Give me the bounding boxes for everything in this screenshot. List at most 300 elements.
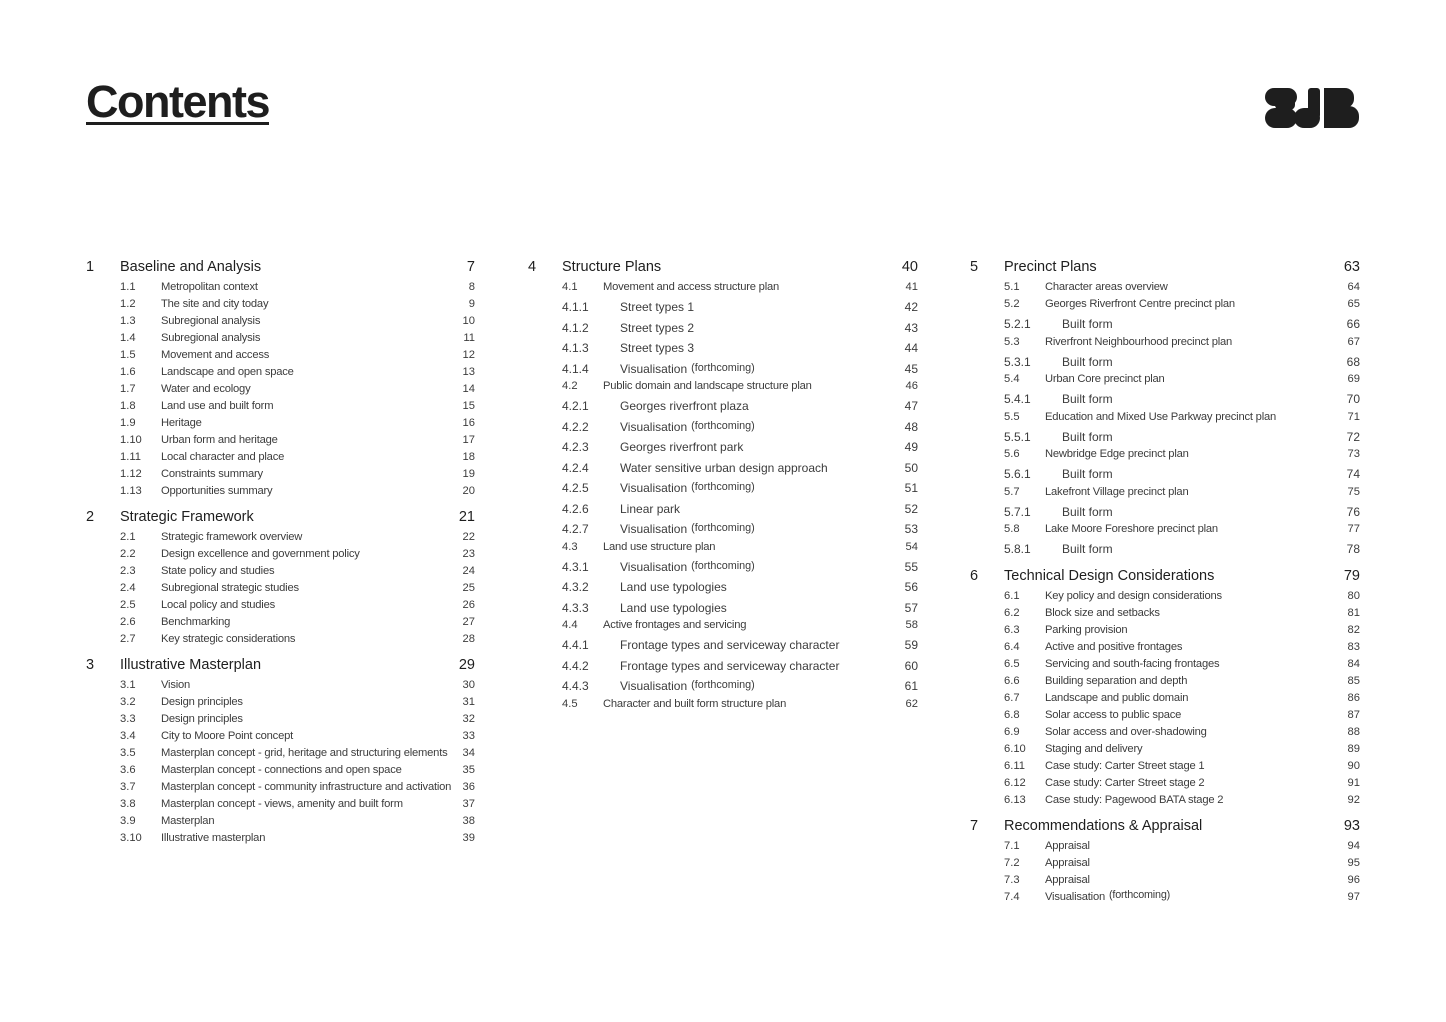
entry-page-number: 77: [1347, 523, 1360, 535]
entry-number: 1.1: [120, 281, 136, 293]
toc-entry[interactable]: [970, 874, 1360, 891]
entry-page-number: 32: [462, 713, 475, 725]
toc-entry[interactable]: [86, 315, 475, 332]
toc-entry[interactable]: [86, 332, 475, 349]
toc-subentry[interactable]: [528, 360, 918, 381]
entry-label: Staging and delivery: [1045, 742, 1143, 755]
toc-entry[interactable]: [86, 349, 475, 366]
entry-page-number: 90: [1347, 759, 1360, 772]
entry-label: Key strategic considerations: [161, 633, 296, 645]
toc-entry[interactable]: [86, 383, 475, 400]
entry-label: Building separation and depth: [1045, 674, 1188, 687]
entry-label: Built form: [1062, 542, 1113, 556]
entry-number: 4.2.1: [562, 399, 589, 413]
entry-label-wrap: [1045, 709, 1181, 721]
entry-number: 4.1.1: [562, 300, 589, 314]
entry-label-wrap: [161, 832, 265, 844]
entry-number: 6.6: [1004, 674, 1020, 687]
entry-page-number: 68: [1346, 354, 1360, 369]
entry-label-wrap: [1045, 448, 1189, 460]
entry-label: Servicing and south-facing frontages: [1045, 657, 1220, 670]
entry-label: Visualisation: [620, 481, 688, 495]
entry-page-number: 41: [905, 281, 918, 293]
toc-entry[interactable]: [86, 434, 475, 451]
entry-number: 4.1.4: [562, 361, 589, 376]
entry-label-wrap: [161, 565, 274, 577]
entry-label-wrap: [161, 332, 260, 344]
entry-page-number: 50: [904, 460, 918, 475]
toc-entry[interactable]: [970, 448, 1360, 465]
entry-label: Movement and access structure plan: [603, 281, 780, 293]
entry-number: 4.2.4: [562, 460, 589, 475]
entry-label-wrap: [620, 481, 755, 495]
section-page-number: 21: [458, 509, 475, 525]
entry-page-number: 12: [462, 349, 475, 361]
toc-entry[interactable]: [528, 698, 918, 715]
entry-label-wrap: [603, 380, 812, 392]
toc-subentry[interactable]: [970, 503, 1360, 524]
entry-label-wrap: [620, 601, 727, 615]
entry-page-number: 49: [904, 440, 918, 454]
section-heading[interactable]: [86, 657, 475, 677]
toc-entry[interactable]: [86, 781, 475, 798]
section-page-number: 7: [466, 259, 475, 275]
entry-label: Street types 2: [620, 320, 695, 335]
entry-page-number: 97: [1347, 890, 1360, 903]
entry-page-number: 94: [1347, 839, 1360, 852]
toc-subentry[interactable]: [528, 636, 918, 657]
toc-entry[interactable]: [970, 658, 1360, 675]
entry-label: Active and positive frontages: [1045, 640, 1183, 653]
entry-page-number: 84: [1347, 657, 1360, 670]
entry-label-wrap: [161, 451, 284, 463]
entry-number: 2.2: [120, 548, 136, 560]
entry-label: Illustrative masterplan: [161, 832, 266, 844]
entry-label: Heritage: [161, 417, 202, 429]
entry-label-wrap: [161, 599, 275, 611]
entry-number: 1.3: [120, 315, 136, 327]
section-page-number: 29: [458, 657, 475, 673]
toc-entry[interactable]: [970, 794, 1360, 811]
toc-entry[interactable]: [86, 565, 475, 582]
toc-entry[interactable]: [970, 726, 1360, 743]
toc-entry[interactable]: [86, 531, 475, 548]
toc-subentry[interactable]: [970, 465, 1360, 486]
toc-subentry[interactable]: [970, 315, 1360, 336]
entry-label-wrap: [620, 399, 749, 413]
entry-number: 5.4: [1004, 373, 1020, 385]
entry-label: Urban Core precinct plan: [1045, 373, 1165, 385]
entry-page-number: 46: [905, 380, 918, 392]
toc-entry[interactable]: [86, 815, 475, 832]
entry-number: 3.8: [120, 798, 136, 810]
entry-label: Newbridge Edge precinct plan: [1045, 448, 1189, 460]
entry-label: Georges riverfront plaza: [620, 399, 749, 413]
entry-label-wrap: [161, 315, 260, 327]
entry-number: 1.9: [120, 417, 136, 429]
section-heading[interactable]: [970, 568, 1360, 588]
entry-label: Street types 1: [620, 300, 695, 314]
entry-page-number: 65: [1347, 298, 1360, 310]
entry-label: Block size and setbacks: [1045, 606, 1160, 619]
entry-number: 1.11: [120, 451, 141, 463]
toc-entry[interactable]: [86, 485, 475, 502]
entry-page-number: 42: [904, 300, 918, 314]
entry-number: 4.3.2: [562, 580, 589, 594]
entry-label-wrap: [1045, 658, 1219, 670]
toc-entry[interactable]: [86, 548, 475, 565]
entry-number: 4.3: [562, 540, 578, 553]
entry-label: Education and Mixed Use Parkway precinct plan: [1045, 410, 1277, 423]
toc-entry[interactable]: [86, 679, 475, 696]
toc-subentry[interactable]: [528, 520, 918, 541]
entry-label: Built form: [1062, 354, 1113, 369]
toc-subentry[interactable]: [970, 428, 1360, 449]
entry-number: 5.3.1: [1004, 354, 1031, 369]
entry-page-number: 44: [904, 341, 918, 355]
toc-subentry[interactable]: [528, 339, 918, 360]
entry-note: (forthcoming): [1109, 888, 1171, 901]
entry-note: (forthcoming): [691, 522, 755, 534]
toc-entry[interactable]: [970, 641, 1360, 658]
entry-page-number: 95: [1347, 856, 1360, 869]
entry-label: Constraints summary: [161, 468, 263, 480]
entry-label-wrap: [1045, 743, 1142, 755]
toc-entry[interactable]: [970, 840, 1360, 857]
section-number: 5: [970, 259, 979, 275]
entry-label-wrap: [1045, 523, 1218, 535]
toc-entry[interactable]: [970, 486, 1360, 503]
entry-label: Local character and place: [161, 451, 285, 463]
entry-page-number: 80: [1347, 589, 1360, 602]
entry-number: 7.1: [1004, 839, 1020, 852]
entry-page-number: 85: [1347, 674, 1360, 687]
toc-subentry[interactable]: [970, 390, 1360, 411]
entry-note: (forthcoming): [691, 559, 755, 572]
contents-column-2: [528, 259, 918, 715]
toc-subentry[interactable]: [528, 397, 918, 418]
entry-page-number: 51: [904, 481, 918, 495]
entry-number: 1.7: [120, 383, 136, 395]
entry-label: Visualisation: [620, 559, 688, 574]
entry-label-wrap: [603, 541, 715, 553]
entry-number: 6.7: [1004, 691, 1020, 704]
entry-page-number: 25: [462, 582, 475, 594]
entry-label: Water sensitive urban design approach: [620, 460, 828, 475]
entry-page-number: 83: [1347, 640, 1360, 653]
entry-page-number: 70: [1346, 392, 1360, 406]
entry-number: 5.8: [1004, 523, 1020, 535]
section-page-number: 79: [1343, 567, 1360, 584]
entry-number: 5.4.1: [1004, 392, 1031, 406]
toc-entry[interactable]: [86, 798, 475, 815]
entry-label: Appraisal: [1045, 873, 1090, 886]
toc-subentry[interactable]: [528, 578, 918, 599]
entry-number: 6.8: [1004, 708, 1020, 721]
entry-number: 1.13: [120, 485, 142, 497]
entry-page-number: 67: [1347, 335, 1360, 348]
toc-entry[interactable]: [86, 298, 475, 315]
entry-page-number: 10: [462, 315, 475, 327]
entry-label-wrap: [161, 815, 214, 827]
toc-subentry[interactable]: [528, 298, 918, 319]
toc-entry[interactable]: [970, 281, 1360, 298]
entry-number: 5.5.1: [1004, 429, 1031, 444]
toc-entry[interactable]: [528, 541, 918, 558]
toc-entry[interactable]: [970, 857, 1360, 874]
toc-subentry[interactable]: [528, 459, 918, 480]
entry-label: Appraisal: [1045, 856, 1090, 869]
toc-entry[interactable]: [528, 619, 918, 636]
section-page-number: 63: [1343, 259, 1360, 275]
entry-page-number: 88: [1347, 725, 1360, 738]
entry-page-number: 28: [462, 633, 475, 645]
entry-number: 2.7: [120, 633, 136, 645]
entry-number: 4.4.1: [562, 638, 589, 652]
toc-entry[interactable]: [970, 888, 1360, 908]
toc-entry[interactable]: [86, 417, 475, 434]
section-number: 3: [86, 657, 95, 673]
entry-page-number: 59: [904, 638, 918, 652]
toc-subentry[interactable]: [528, 319, 918, 340]
toc-subentry[interactable]: [528, 657, 918, 678]
entry-number: 5.7.1: [1004, 504, 1031, 519]
toc-entry[interactable]: [86, 468, 475, 485]
section-heading[interactable]: [86, 509, 475, 529]
entry-label-wrap: [620, 300, 694, 314]
entry-page-number: 43: [904, 320, 918, 335]
toc-entry[interactable]: [86, 582, 475, 599]
entry-number: 4.2.2: [562, 419, 589, 434]
entry-number: 5.6: [1004, 448, 1020, 460]
entry-page-number: 73: [1347, 448, 1360, 460]
toc-entry[interactable]: [86, 696, 475, 713]
entry-page-number: 87: [1347, 708, 1360, 721]
entry-number: 4.4.3: [562, 679, 589, 693]
entry-number: 2.3: [120, 565, 136, 577]
entry-label-wrap: [161, 281, 258, 293]
section-page-number: 40: [901, 259, 918, 275]
toc-entry[interactable]: [970, 709, 1360, 726]
entry-page-number: 39: [462, 832, 475, 844]
section-title: Strategic Framework: [120, 509, 254, 525]
entry-label-wrap: [620, 502, 680, 516]
entry-label: Frontage types and serviceway character: [620, 638, 840, 652]
sjb-logo: [1264, 86, 1360, 130]
toc-entry[interactable]: [86, 764, 475, 781]
entry-label-wrap: [161, 798, 403, 810]
entry-label-wrap: [620, 560, 755, 574]
toc-entry[interactable]: [970, 590, 1360, 607]
entry-number: 3.10: [120, 832, 142, 844]
toc-entry[interactable]: [86, 832, 475, 849]
entry-label-wrap: [161, 616, 230, 628]
entry-label-wrap: [1045, 411, 1276, 423]
entry-number: 4.4.2: [562, 658, 589, 673]
entry-label: Built form: [1062, 317, 1113, 331]
toc-entry[interactable]: [528, 380, 918, 397]
entry-page-number: 81: [1347, 606, 1360, 619]
entry-label-wrap: [161, 781, 451, 793]
entry-number: 3.1: [120, 679, 136, 691]
entry-page-number: 31: [462, 696, 475, 708]
entry-label-wrap: [620, 420, 755, 434]
toc-entry[interactable]: [86, 616, 475, 633]
contents-column-3: [970, 259, 1360, 908]
entry-number: 4.2: [562, 380, 578, 392]
entry-number: 2.6: [120, 616, 136, 628]
toc-entry[interactable]: [86, 400, 475, 417]
entry-label-wrap: [161, 633, 295, 645]
entry-label: Urban form and heritage: [161, 434, 278, 446]
entry-label: Active frontages and servicing: [603, 619, 747, 631]
toc-entry[interactable]: [970, 411, 1360, 428]
entry-page-number: 20: [462, 485, 475, 497]
entry-label-wrap: [1062, 505, 1113, 519]
entry-page-number: 60: [904, 658, 918, 673]
toc-entry[interactable]: [970, 777, 1360, 794]
entry-number: 4.5: [562, 697, 578, 710]
entry-number: 4.2.6: [562, 501, 589, 516]
section-heading[interactable]: [528, 259, 918, 279]
entry-label: Masterplan: [161, 815, 215, 827]
entry-page-number: 18: [462, 451, 475, 463]
entry-label: Subregional strategic studies: [161, 582, 299, 594]
entry-number: 6.12: [1004, 776, 1026, 789]
entry-label: Parking provision: [1045, 623, 1128, 636]
toc-entry[interactable]: [86, 451, 475, 468]
toc-entry[interactable]: [970, 675, 1360, 692]
entry-number: 3.6: [120, 764, 136, 776]
entry-label: City to Moore Point concept: [161, 730, 294, 742]
section-title: Illustrative Masterplan: [120, 657, 262, 673]
entry-page-number: 96: [1347, 873, 1360, 886]
entry-label-wrap: [1045, 794, 1223, 806]
toc-entry[interactable]: [970, 607, 1360, 624]
entry-label: Visualisation: [1045, 890, 1106, 903]
toc-subentry[interactable]: [528, 418, 918, 439]
entry-label-wrap: [1062, 467, 1113, 481]
entry-number: 4.1.3: [562, 341, 589, 355]
entry-number: 4.2.3: [562, 440, 589, 454]
section-heading[interactable]: [970, 818, 1360, 838]
section-number: 4: [528, 259, 537, 275]
entry-label-wrap: [161, 417, 202, 429]
toc-entry[interactable]: [86, 747, 475, 764]
entry-label: Visualisation: [620, 522, 688, 536]
entry-number: 2.1: [120, 531, 136, 543]
entry-label-wrap: [161, 679, 190, 691]
entry-page-number: 27: [462, 616, 475, 628]
entry-page-number: 92: [1347, 793, 1360, 806]
section-heading[interactable]: [970, 259, 1360, 279]
entry-label-wrap: [620, 679, 755, 693]
toc-entry[interactable]: [528, 281, 918, 298]
toc-entry[interactable]: [970, 523, 1360, 540]
entry-number: 6.10: [1004, 742, 1026, 755]
entry-page-number: 53: [904, 522, 918, 536]
entry-number: 4.3.1: [562, 559, 589, 574]
toc-subentry[interactable]: [528, 677, 918, 698]
entry-label-wrap: [1045, 281, 1168, 293]
toc-entry[interactable]: [970, 298, 1360, 315]
entry-number: 1.10: [120, 434, 142, 446]
entry-page-number: 91: [1347, 776, 1360, 789]
page-title: Contents: [86, 76, 269, 127]
toc-entry[interactable]: [86, 713, 475, 730]
toc-entry[interactable]: [970, 624, 1360, 641]
entry-page-number: 23: [462, 548, 475, 560]
entry-page-number: 64: [1347, 281, 1360, 293]
toc-entry[interactable]: [970, 373, 1360, 390]
entry-page-number: 47: [904, 399, 918, 413]
entry-number: 2.4: [120, 582, 136, 594]
entry-label: Public domain and landscape structure plan: [603, 380, 812, 392]
entry-page-number: 89: [1347, 742, 1360, 755]
entry-label: Local policy and studies: [161, 599, 275, 611]
toc-entry[interactable]: [86, 366, 475, 383]
entry-page-number: 66: [1346, 317, 1360, 331]
toc-entry[interactable]: [86, 633, 475, 650]
entry-number: 6.2: [1004, 606, 1020, 619]
entry-label: Character areas overview: [1045, 281, 1168, 293]
entry-number: 1.5: [120, 349, 136, 361]
entry-number: 1.8: [120, 400, 136, 412]
toc-subentry[interactable]: [970, 540, 1360, 561]
entry-label: Built form: [1062, 392, 1113, 406]
toc-entry[interactable]: [86, 730, 475, 747]
entry-label-wrap: [161, 713, 243, 725]
section-heading[interactable]: [86, 259, 475, 279]
toc-entry[interactable]: [970, 760, 1360, 777]
toc-subentry[interactable]: [528, 438, 918, 459]
entry-label-wrap: [161, 485, 272, 497]
entry-note: (forthcoming): [691, 419, 755, 432]
toc-entry[interactable]: [86, 281, 475, 298]
toc-entry[interactable]: [970, 692, 1360, 709]
toc-subentry[interactable]: [528, 479, 918, 500]
entry-label: State policy and studies: [161, 565, 275, 577]
section-page-number: 93: [1343, 817, 1360, 834]
toc-entry[interactable]: [970, 336, 1360, 353]
toc-subentry[interactable]: [970, 353, 1360, 374]
entry-page-number: 19: [462, 468, 475, 480]
entry-label-wrap: [161, 548, 360, 560]
entry-label: Built form: [1062, 504, 1113, 519]
entry-label-wrap: [603, 698, 786, 710]
entry-label-wrap: [620, 440, 743, 454]
entry-number: 5.5: [1004, 410, 1020, 423]
entry-page-number: 57: [904, 600, 918, 615]
entry-page-number: 9: [468, 298, 475, 310]
entry-label: Benchmarking: [161, 616, 231, 628]
section-number: 2: [86, 509, 95, 525]
entry-label-wrap: [1045, 373, 1165, 385]
toc-entry[interactable]: [86, 599, 475, 616]
entry-number: 6.9: [1004, 725, 1020, 738]
entry-label: Land use and built form: [161, 400, 274, 412]
entry-label: Visualisation: [620, 679, 688, 693]
entry-page-number: 61: [904, 679, 918, 693]
entry-page-number: 30: [462, 679, 475, 691]
toc-subentry[interactable]: [528, 599, 918, 620]
toc-subentry[interactable]: [528, 558, 918, 579]
toc-entry[interactable]: [970, 743, 1360, 760]
toc-subentry[interactable]: [528, 500, 918, 521]
entry-label-wrap: [603, 281, 779, 293]
entry-label: The site and city today: [161, 298, 269, 310]
section-item-list: [86, 531, 475, 650]
